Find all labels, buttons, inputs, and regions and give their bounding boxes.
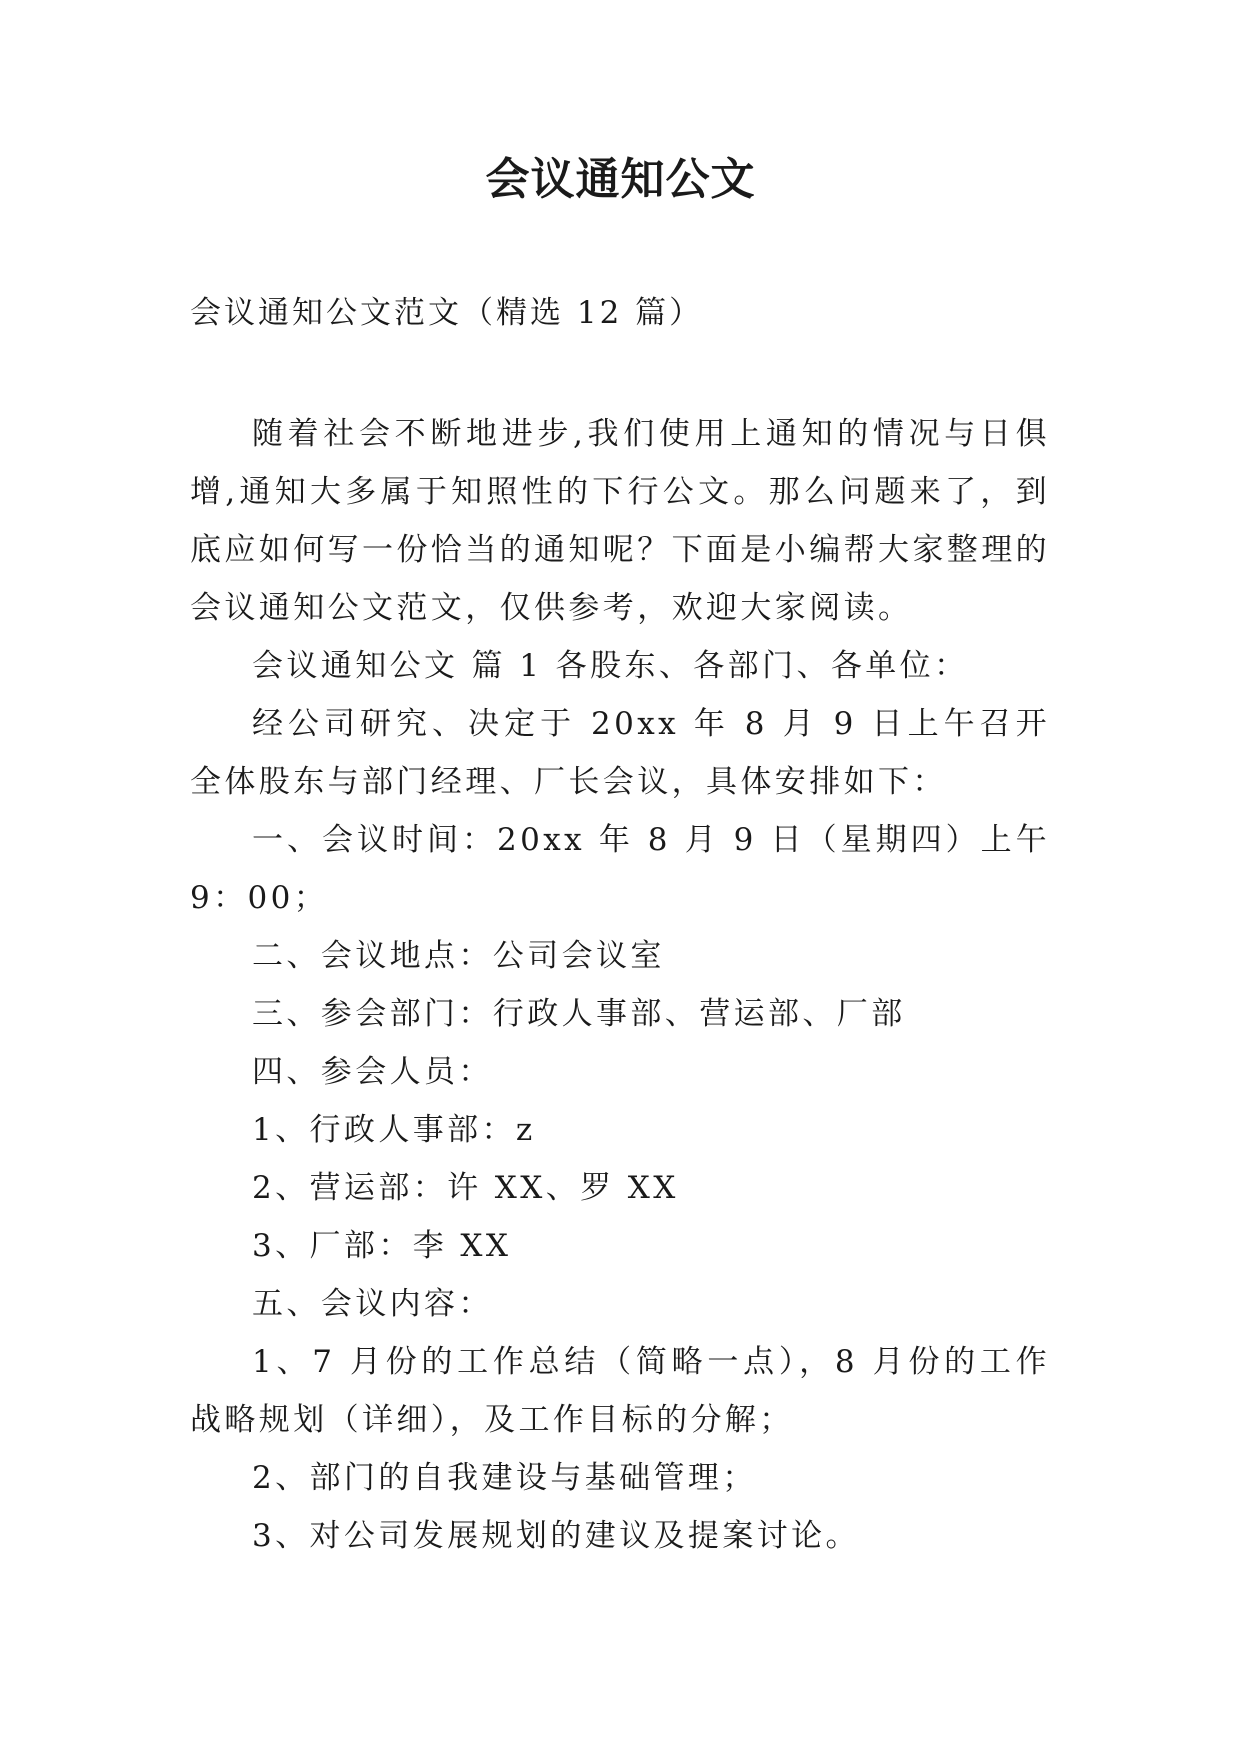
meeting-location: 二、会议地点：公司会议室 <box>252 938 665 974</box>
intro-paragraph: 随着社会不断地进步,我们使用上通知的情况与日俱增,通知大多属于知照性的下行公文。那么问题来了，到底应如何写一份恰当的通知呢？下面是小编帮大家整理的会议通知公文范文，仅供参考，欢迎大家阅读。 <box>190 416 1050 626</box>
document-title: 会议通知公文 <box>485 154 756 205</box>
meeting-time: 一、会议时间：20xx 年 8 月 9 日（星期四）上午 9：00； <box>190 822 1050 916</box>
document-subtitle: 会议通知公文范文（精选 12 篇） <box>190 295 704 331</box>
notice-addressees: 会议通知公文 篇 1 各股东、各部门、各单位： <box>252 648 969 684</box>
content-item: 2、部门的自我建设与基础管理； <box>252 1460 757 1496</box>
attendee-item: 2、营运部：许 XX、罗 XX <box>252 1170 679 1206</box>
attendee-item: 1、行政人事部：z <box>252 1112 536 1148</box>
meeting-attendees-heading: 四、参会人员： <box>252 1054 493 1090</box>
content-item: 1、7 月份的工作总结（简略一点），8 月份的工作战略规划（详细），及工作目标的分解； <box>190 1344 1050 1438</box>
document-body <box>190 405 1050 1565</box>
attendee-item: 3、厂部：李 XX <box>252 1228 512 1264</box>
content-item: 3、对公司发展规划的建议及提案讨论。 <box>252 1518 860 1554</box>
notice-decision: 经公司研究、决定于 20xx 年 8 月 9 日上午召开全体股东与部门经理、厂长会议，具体安排如下： <box>190 706 1050 800</box>
meeting-departments: 三、参会部门：行政人事部、营运部、厂部 <box>252 996 906 1032</box>
meeting-content-heading: 五、会议内容： <box>252 1286 493 1322</box>
